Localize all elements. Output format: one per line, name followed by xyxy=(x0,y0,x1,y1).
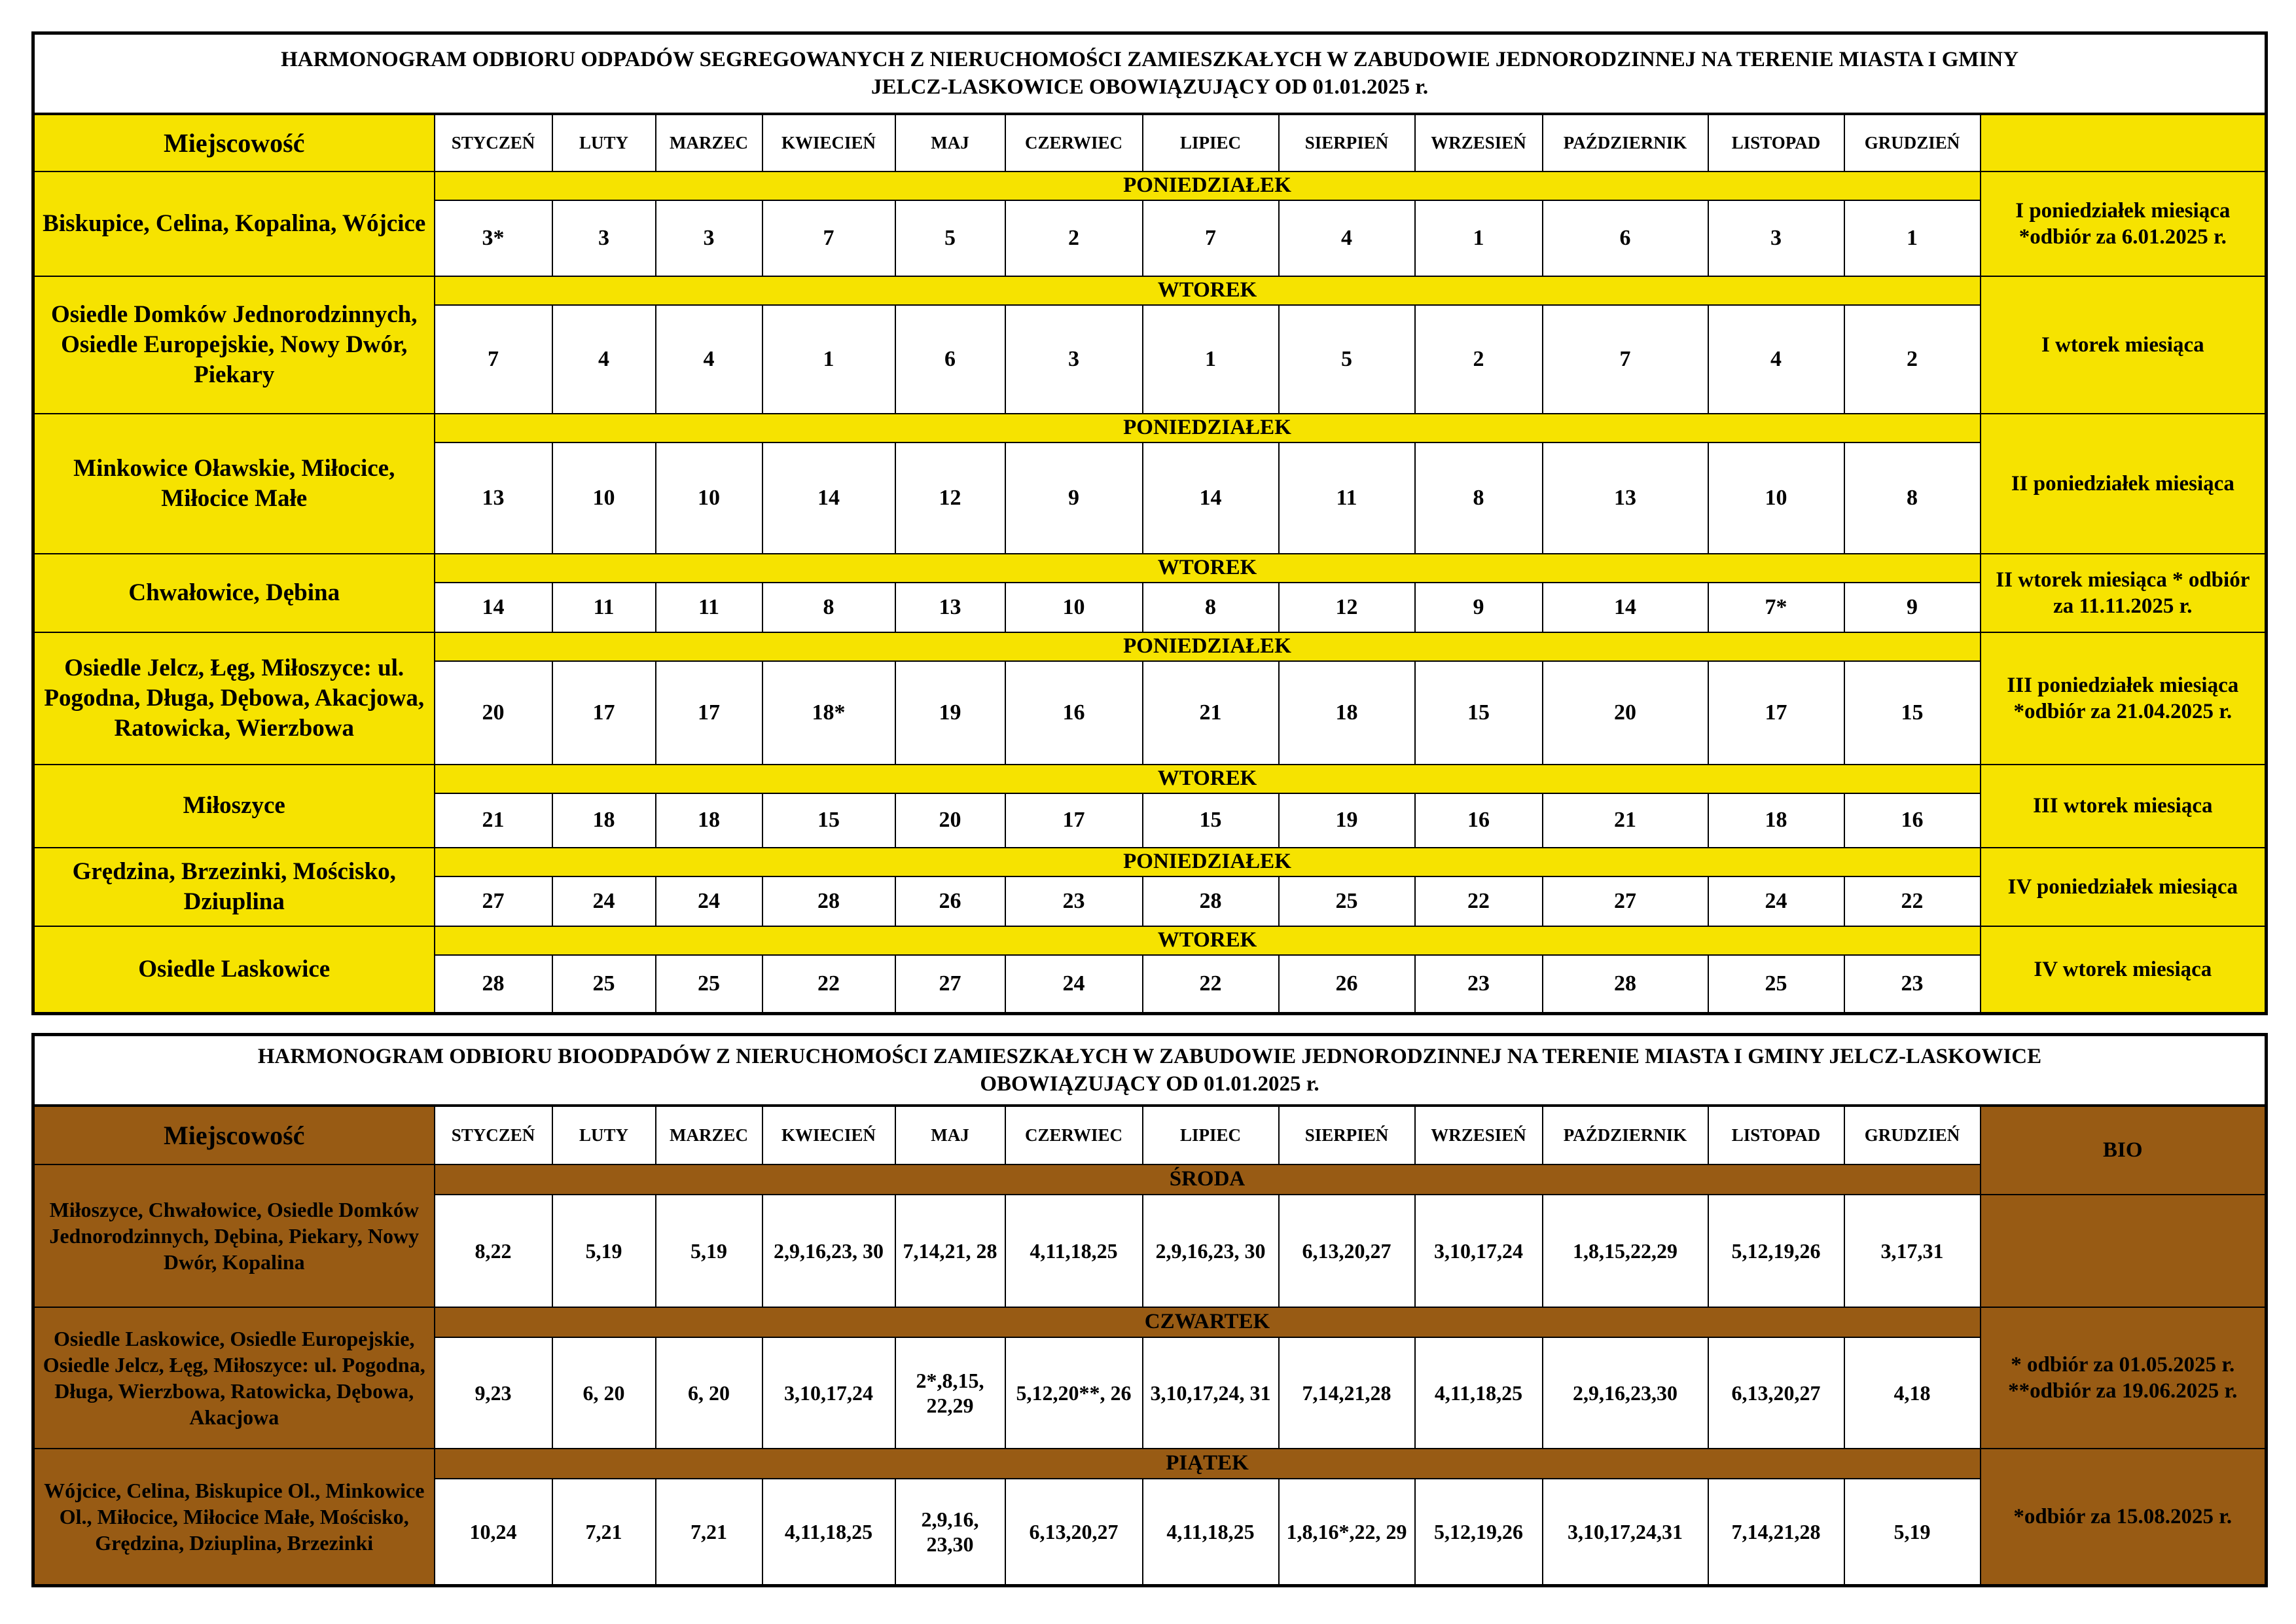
date-cell: 7,14,21,28 xyxy=(1279,1337,1415,1449)
date-cell: 4,11,18,25 xyxy=(1415,1337,1543,1449)
location-cell: Minkowice Oławskie, Miłocice, Miłocice Małe xyxy=(33,414,435,554)
date-cell: 1,8,16*,22, 29 xyxy=(1279,1479,1415,1586)
date-cell: 21 xyxy=(435,793,552,848)
date-cell: 13 xyxy=(895,583,1005,632)
date-cell: 11 xyxy=(552,583,656,632)
date-cell: 1 xyxy=(1415,200,1543,276)
month-header-3: MARZEC xyxy=(656,1106,762,1164)
date-cell: 11 xyxy=(656,583,762,632)
date-cell: 15 xyxy=(1143,793,1279,848)
date-cell: 17 xyxy=(552,661,656,765)
month-header-12: GRUDZIEŃ xyxy=(1844,1106,1981,1164)
month-header-8: SIERPIEŃ xyxy=(1279,1106,1415,1164)
date-cell: 19 xyxy=(1279,793,1415,848)
date-cell: 28 xyxy=(1543,955,1708,1014)
date-cell: 9 xyxy=(1844,583,1981,632)
date-cell: 12 xyxy=(895,442,1005,554)
date-cell: 18 xyxy=(1708,793,1844,848)
date-cell: 8 xyxy=(1143,583,1279,632)
date-cell: 22 xyxy=(1415,876,1543,926)
segregated-title-line2: JELCZ-LASKOWICE OBOWIĄZUJĄCY OD 01.01.2025 r. xyxy=(871,75,1429,99)
date-cell: 4 xyxy=(656,305,762,414)
date-cell: 6,13,20,27 xyxy=(1279,1195,1415,1307)
date-cell: 7,14,21,28 xyxy=(1708,1479,1844,1586)
month-header-2: LUTY xyxy=(552,1106,656,1164)
date-cell: 15 xyxy=(1844,661,1981,765)
date-cell: 11 xyxy=(1279,442,1415,554)
date-cell: 28 xyxy=(435,955,552,1014)
location-cell: Osiedle Jelcz, Łęg, Miłoszyce: ul. Pogodna, Długa, Dębowa, Akacjowa, Ratowicka, Wierzbowa xyxy=(33,632,435,765)
month-header-7: LIPIEC xyxy=(1143,114,1279,171)
date-cell: 28 xyxy=(1143,876,1279,926)
date-cell: 18 xyxy=(656,793,762,848)
date-cell: 15 xyxy=(1415,661,1543,765)
date-cell: 25 xyxy=(656,955,762,1014)
date-cell: 18* xyxy=(762,661,895,765)
date-cell: 5 xyxy=(895,200,1005,276)
table-row xyxy=(33,554,2267,583)
month-header-1: STYCZEŃ xyxy=(435,1106,552,1164)
date-cell: 7,21 xyxy=(552,1479,656,1586)
note-header xyxy=(1981,114,2267,171)
segregated-title xyxy=(33,33,2267,114)
date-cell: 27 xyxy=(895,955,1005,1014)
location-cell: Osiedle Laskowice xyxy=(33,926,435,1014)
date-cell: 4,11,18,25 xyxy=(1005,1195,1143,1307)
segregated-schedule-table xyxy=(31,31,2268,1015)
date-cell: 2 xyxy=(1415,305,1543,414)
weekday-label: PIĄTEK xyxy=(435,1449,1981,1479)
date-cell: 5 xyxy=(1279,305,1415,414)
table-row xyxy=(33,926,2267,955)
month-header-5: MAJ xyxy=(895,1106,1005,1164)
date-cell: 5,19 xyxy=(552,1195,656,1307)
location-cell: Grędzina, Brzezinki, Mościsko, Dziuplina xyxy=(33,848,435,926)
location-cell: Biskupice, Celina, Kopalina, Wójcice xyxy=(33,171,435,276)
weekday-label: WTOREK xyxy=(435,276,1981,305)
date-cell: 6 xyxy=(1543,200,1708,276)
date-cell: 25 xyxy=(552,955,656,1014)
date-cell: 10 xyxy=(656,442,762,554)
date-cell: 24 xyxy=(552,876,656,926)
table-row xyxy=(33,1164,2267,1195)
date-cell: 2 xyxy=(1844,305,1981,414)
date-cell: 2,9,16,23,30 xyxy=(1543,1337,1708,1449)
note-cell xyxy=(1981,1195,2267,1307)
weekday-label: CZWARTEK xyxy=(435,1307,1981,1337)
date-cell: 4 xyxy=(552,305,656,414)
date-cell: 3 xyxy=(1005,305,1143,414)
date-cell: 20 xyxy=(435,661,552,765)
date-cell: 14 xyxy=(1543,583,1708,632)
month-header-4: KWIECIEŃ xyxy=(762,1106,895,1164)
date-cell: 17 xyxy=(656,661,762,765)
date-cell: 6, 20 xyxy=(656,1337,762,1449)
month-header-10: PAŹDZIERNIK xyxy=(1543,114,1708,171)
bio-title xyxy=(33,1035,2267,1106)
date-cell: 27 xyxy=(435,876,552,926)
table-row xyxy=(33,848,2267,876)
date-cell: 18 xyxy=(1279,661,1415,765)
month-header-3: MARZEC xyxy=(656,114,762,171)
date-cell: 26 xyxy=(895,876,1005,926)
date-cell: 3,10,17,24,31 xyxy=(1543,1479,1708,1586)
date-cell: 6, 20 xyxy=(552,1337,656,1449)
month-header-5: MAJ xyxy=(895,114,1005,171)
date-cell: 17 xyxy=(1708,661,1844,765)
date-cell: 28 xyxy=(762,876,895,926)
date-cell: 22 xyxy=(762,955,895,1014)
date-cell: 25 xyxy=(1279,876,1415,926)
date-cell: 4 xyxy=(1708,305,1844,414)
date-cell: 20 xyxy=(895,793,1005,848)
location-cell: Osiedle Domków Jednorodzinnych, Osiedle Europejskie, Nowy Dwór, Piekary xyxy=(33,276,435,414)
date-cell: 10 xyxy=(552,442,656,554)
month-header-6: CZERWIEC xyxy=(1005,114,1143,171)
date-cell: 7 xyxy=(435,305,552,414)
date-cell: 6,13,20,27 xyxy=(1708,1337,1844,1449)
month-header-11: LISTOPAD xyxy=(1708,114,1844,171)
date-cell: 1 xyxy=(762,305,895,414)
note-cell: II poniedziałek miesiąca xyxy=(1981,414,2267,554)
date-cell: 24 xyxy=(656,876,762,926)
date-cell: 3,17,31 xyxy=(1844,1195,1981,1307)
date-cell: 10,24 xyxy=(435,1479,552,1586)
month-header-11: LISTOPAD xyxy=(1708,1106,1844,1164)
table-row xyxy=(33,414,2267,442)
note-cell: I poniedziałek miesiąca *odbiór za 6.01.2025 r. xyxy=(1981,171,2267,276)
month-header-9: WRZESIEŃ xyxy=(1415,1106,1543,1164)
table-row xyxy=(33,1307,2267,1337)
date-cell: 9 xyxy=(1005,442,1143,554)
weekday-label: PONIEDZIAŁEK xyxy=(435,848,1981,876)
weekday-label: WTOREK xyxy=(435,926,1981,955)
date-cell: 5,19 xyxy=(1844,1479,1981,1586)
month-header-1: STYCZEŃ xyxy=(435,114,552,171)
note-cell: *odbiór za 15.08.2025 r. xyxy=(1981,1449,2267,1586)
date-cell: 2*,8,15, 22,29 xyxy=(895,1337,1005,1449)
date-cell: 13 xyxy=(435,442,552,554)
date-cell: 10 xyxy=(1708,442,1844,554)
date-cell: 23 xyxy=(1005,876,1143,926)
bio-header: BIO xyxy=(1981,1106,2267,1195)
date-cell: 25 xyxy=(1708,955,1844,1014)
date-cell: 24 xyxy=(1708,876,1844,926)
table-row xyxy=(33,276,2267,305)
date-cell: 16 xyxy=(1844,793,1981,848)
month-header-10: PAŹDZIERNIK xyxy=(1543,1106,1708,1164)
date-cell: 22 xyxy=(1844,876,1981,926)
date-cell: 13 xyxy=(1543,442,1708,554)
date-cell: 21 xyxy=(1543,793,1708,848)
date-cell: 20 xyxy=(1543,661,1708,765)
date-cell: 10 xyxy=(1005,583,1143,632)
table-row xyxy=(33,632,2267,661)
date-cell: 2,9,16,23, 30 xyxy=(762,1195,895,1307)
date-cell: 3 xyxy=(1708,200,1844,276)
bio-schedule-table xyxy=(31,1033,2268,1587)
date-cell: 7,14,21, 28 xyxy=(895,1195,1005,1307)
date-cell: 2,9,16,23, 30 xyxy=(1143,1195,1279,1307)
location-cell: Chwałowice, Dębina xyxy=(33,554,435,632)
month-header-9: WRZESIEŃ xyxy=(1415,114,1543,171)
date-cell: 7 xyxy=(762,200,895,276)
date-cell: 4,18 xyxy=(1844,1337,1981,1449)
date-cell: 16 xyxy=(1005,661,1143,765)
date-cell: 5,12,19,26 xyxy=(1708,1195,1844,1307)
date-cell: 3 xyxy=(552,200,656,276)
date-cell: 3,10,17,24 xyxy=(1415,1195,1543,1307)
weekday-label: PONIEDZIAŁEK xyxy=(435,632,1981,661)
month-header-2: LUTY xyxy=(552,114,656,171)
location-header: Miejscowość xyxy=(33,1106,435,1164)
location-cell: Miłoszyce, Chwałowice, Osiedle Domków Jednorodzinnych, Dębina, Piekary, Nowy Dwór, Kopalina xyxy=(33,1164,435,1307)
note-cell: IV poniedziałek miesiąca xyxy=(1981,848,2267,926)
date-cell: 4,11,18,25 xyxy=(762,1479,895,1586)
location-header: Miejscowość xyxy=(33,114,435,171)
date-cell: 18 xyxy=(552,793,656,848)
date-cell: 5,19 xyxy=(656,1195,762,1307)
date-cell: 3,10,17,24, 31 xyxy=(1143,1337,1279,1449)
date-cell: 3* xyxy=(435,200,552,276)
location-cell: Miłoszyce xyxy=(33,765,435,848)
date-cell: 1 xyxy=(1143,305,1279,414)
date-cell: 7 xyxy=(1543,305,1708,414)
note-cell: IV wtorek miesiąca xyxy=(1981,926,2267,1014)
month-header-4: KWIECIEŃ xyxy=(762,114,895,171)
note-cell: II wtorek miesiąca * odbiór za 11.11.2025 r. xyxy=(1981,554,2267,632)
date-cell: 7,21 xyxy=(656,1479,762,1586)
date-cell: 7 xyxy=(1143,200,1279,276)
date-cell: 4,11,18,25 xyxy=(1143,1479,1279,1586)
weekday-label: PONIEDZIAŁEK xyxy=(435,414,1981,442)
date-cell: 8 xyxy=(1844,442,1981,554)
date-cell: 5,12,19,26 xyxy=(1415,1479,1543,1586)
date-cell: 7* xyxy=(1708,583,1844,632)
bio-title-line2: OBOWIĄZUJĄCY OD 01.01.2025 r. xyxy=(980,1072,1319,1096)
date-cell: 6,13,20,27 xyxy=(1005,1479,1143,1586)
date-cell: 23 xyxy=(1415,955,1543,1014)
date-cell: 3 xyxy=(656,200,762,276)
note-cell: III wtorek miesiąca xyxy=(1981,765,2267,848)
location-cell: Osiedle Laskowice, Osiedle Europejskie, Osiedle Jelcz, Łęg, Miłoszyce: ul. Pogodna, Długa, Wierzbowa, Ratowicka, Dębowa, Akacjowa xyxy=(33,1307,435,1449)
month-header-12: GRUDZIEŃ xyxy=(1844,114,1981,171)
date-cell: 4 xyxy=(1279,200,1415,276)
date-cell: 19 xyxy=(895,661,1005,765)
date-cell: 17 xyxy=(1005,793,1143,848)
date-cell: 23 xyxy=(1844,955,1981,1014)
date-cell: 16 xyxy=(1415,793,1543,848)
note-cell: * odbiór za 01.05.2025 r. **odbiór za 19.06.2025 r. xyxy=(1981,1307,2267,1449)
date-cell: 14 xyxy=(435,583,552,632)
date-cell: 1 xyxy=(1844,200,1981,276)
date-cell: 8 xyxy=(1415,442,1543,554)
date-cell: 21 xyxy=(1143,661,1279,765)
bio-title-line1: HARMONOGRAM ODBIORU BIOODPADÓW Z NIERUCHOMOŚCI ZAMIESZKAŁYCH W ZABUDOWIE JEDNORODZINNEJ NA TERENIE MIASTA I GMINY JELCZ-LASKOWICE xyxy=(257,1044,2042,1068)
date-cell: 24 xyxy=(1005,955,1143,1014)
date-cell: 26 xyxy=(1279,955,1415,1014)
date-cell: 27 xyxy=(1543,876,1708,926)
date-cell: 9 xyxy=(1415,583,1543,632)
date-cell: 14 xyxy=(1143,442,1279,554)
table-row xyxy=(33,171,2267,200)
location-cell: Wójcice, Celina, Biskupice Ol., Minkowice Ol., Miłocice, Miłocice Małe, Mościsko, Grędzina, Dziuplina, Brzezinki xyxy=(33,1449,435,1586)
date-cell: 9,23 xyxy=(435,1337,552,1449)
weekday-label: PONIEDZIAŁEK xyxy=(435,171,1981,200)
date-cell: 1,8,15,22,29 xyxy=(1543,1195,1708,1307)
month-header-7: LIPIEC xyxy=(1143,1106,1279,1164)
note-cell: I wtorek miesiąca xyxy=(1981,276,2267,414)
date-cell: 14 xyxy=(762,442,895,554)
date-cell: 2,9,16, 23,30 xyxy=(895,1479,1005,1586)
weekday-label: WTOREK xyxy=(435,765,1981,793)
date-cell: 6 xyxy=(895,305,1005,414)
month-header-6: CZERWIEC xyxy=(1005,1106,1143,1164)
date-cell: 8,22 xyxy=(435,1195,552,1307)
table-row xyxy=(33,1449,2267,1479)
date-cell: 8 xyxy=(762,583,895,632)
date-cell: 15 xyxy=(762,793,895,848)
table-row xyxy=(33,765,2267,793)
date-cell: 2 xyxy=(1005,200,1143,276)
weekday-label: ŚRODA xyxy=(435,1164,1981,1195)
month-header-8: SIERPIEŃ xyxy=(1279,114,1415,171)
date-cell: 12 xyxy=(1279,583,1415,632)
date-cell: 22 xyxy=(1143,955,1279,1014)
segregated-title-line1: HARMONOGRAM ODBIORU ODPADÓW SEGREGOWANYCH Z NIERUCHOMOŚCI ZAMIESZKAŁYCH W ZABUDOWIE JEDNORODZINNEJ NA TERENIE MIASTA I GMINY xyxy=(281,48,2019,72)
date-cell: 5,12,20**, 26 xyxy=(1005,1337,1143,1449)
note-cell: III poniedziałek miesiąca *odbiór za 21.04.2025 r. xyxy=(1981,632,2267,765)
date-cell: 3,10,17,24 xyxy=(762,1337,895,1449)
weekday-label: WTOREK xyxy=(435,554,1981,583)
